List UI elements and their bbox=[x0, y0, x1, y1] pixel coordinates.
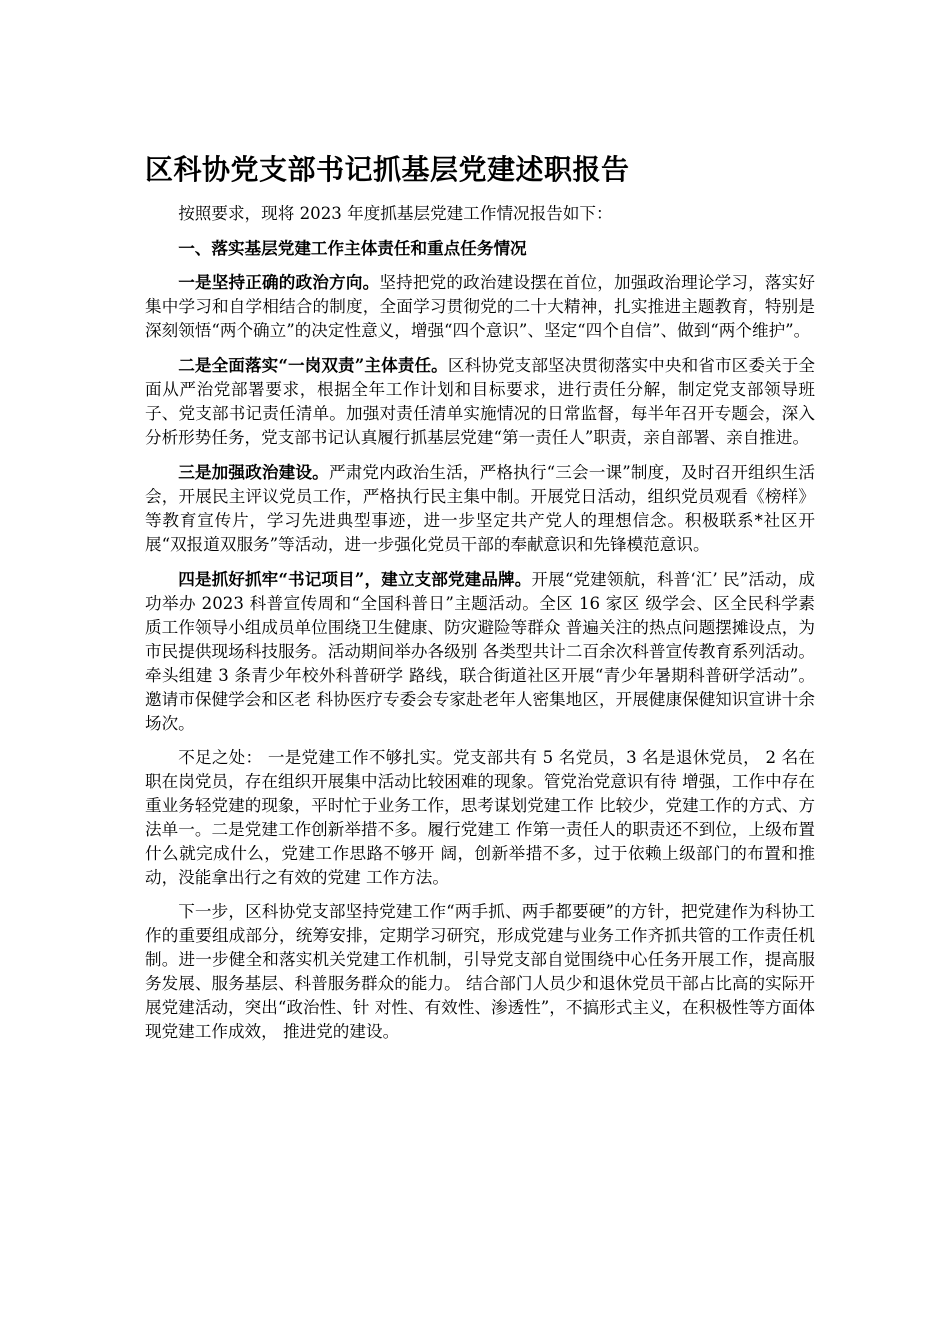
paragraph-next-steps: 下一步，区科协党支部坚持党建工作“两手抓、两手都要硬”的方针，把党建作为科协工作的重要组成部分，统筹安排，定期学习研究，形成党建与业务工作齐抓共管的工作责任机制。进一步健全和落实机关党建工作机制，引导党支部自觉围绕中心任务开展工作，提高服务发展、服务基层、科普服务群众的能力。 结合部门人员少和退休党员干部占比高的实际开展党建活动，突出“政治性、针 对性、有效性、渗透性”，不搞形式主义，在积极性等方面体现党建工作成效， 推进党的建设。 bbox=[145, 902, 815, 1041]
paragraph-body: 坚持把党的政治建设摆在首位，加强政治理论学习，落实好集中学习和自学相结合的制度，全面学习贯彻党的二十大精神，扎实推进主题教育，特别是深刻领悟“两个确立”的决定性意义，增强“四个意识”、坚定“四个自信”、做到“两个维护”。 bbox=[145, 273, 816, 340]
paragraph-political-direction bbox=[145, 270, 815, 343]
section-heading-1: 一、落实基层党建工作主体责任和重点任务情况 bbox=[178, 238, 527, 258]
intro-paragraph: 按照要求，现将 2023 年度抓基层党建工作情况报告如下： bbox=[178, 204, 613, 223]
paragraph-lead: 三是加强政治建设。 bbox=[178, 462, 329, 482]
paragraph-lead: 四是抓好抓牢“书记项目”，建立支部党建品牌。 bbox=[178, 569, 532, 589]
paragraph-body: 严肃党内政治生活，严格执行“三会一课”制度，及时召开组织生活会，开展民主评议党员工作，严格执行民主集中制。开展党日活动，组织党员观看《榜样》等教育宣传片，学习先进典型事迹，进一步坚定共产党人的理想信念。积极联系*社区开展“双报道双服务”等活动，进一步强化党员干部的奉献意识和先锋模范意识。 bbox=[145, 463, 816, 554]
paragraph-body: 区科协党支部坚决贯彻落实中央和省市区委关于全面从严治党部署要求，根据全年工作计划和目标要求，进行责任分解，制定党支部领导班子、党支部书记责任清单。加强对责任清单实施情况的日常监督，每半年召开专题会，深入分析形势任务，党支部书记认真履行抓基层党建“第一责任人”职责，亲自部署、亲自推进。 bbox=[145, 356, 816, 447]
paragraph-lead: 一是坚持正确的政治方向。 bbox=[178, 272, 380, 292]
paragraph-body: 开展“党建领航，科普‘汇’ 民”活动，成功举办 2023 科普宣传周和“全国科普日”主题活动。全区 16 家区 级学会、区全民科学素质工作领导小组成员单位围绕卫生健康、防灾避险等群众 普遍关注的热点问题摆摊设点，为市民提供现场科技服务。活动期间举办各级别 各类型共计二百余次科普宣传教育系列活动。牵头组建 3 条青少年校外科普研学 路线，联合街道社区开展“青少年暑期科普研学活动”。邀请市保健学会和区老 科协医疗专委会专家赴老年人密集地区，开展健康保健知识宣讲十余场次。 bbox=[145, 570, 815, 733]
paragraph-political-building bbox=[145, 460, 815, 557]
page-title: 区科协党支部书记抓基层党建述职报告 bbox=[145, 153, 630, 186]
document-page bbox=[145, 150, 815, 1054]
paragraph-lead: 二是全面落实“一岗双责”主体责任。 bbox=[178, 355, 448, 375]
paragraph-shortcomings: 不足之处： 一是党建工作不够扎实。党支部共有 5 名党员，3 名是退休党员， 2 名在职在岗党员，存在组织开展集中活动比较困难的现象。管党治党意识有待 增强，工作中存在重业务轻党建的现象，平时忙于业务工作，思考谋划党建工作 比较少，党建工作的方式、方法单一。二是党建工作创新举措不多。履行党建工 作第一责任人的职责还不到位，上级布置什么就完成什么，党建工作思路不够开 阔，创新举措不多，过于依赖上级部门的布置和推动，没能拿出行之有效的党建 工作方法。 bbox=[145, 748, 815, 887]
paragraph-responsibility bbox=[145, 353, 815, 450]
paragraph-secretary-project bbox=[145, 567, 815, 736]
